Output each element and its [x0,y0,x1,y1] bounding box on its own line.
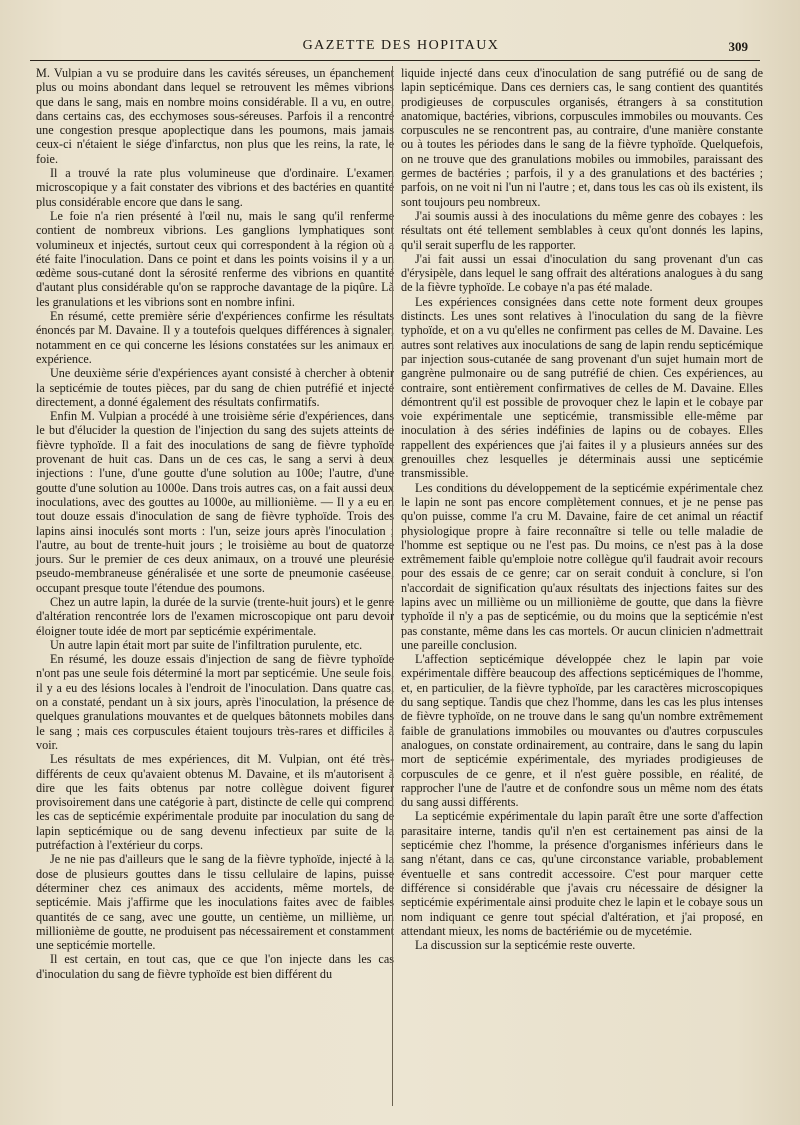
paragraph: liquide injecté dans ceux d'inoculation de sang putréfié ou de sang de lapin septicémique. Dans ces derniers cas, le sang contient des quantités prodigieuses de corpuscules organisés, étrangers à sa constitution anatomique, bactéries, vibrions, corpuscules immobiles ou mouvants. Ces corpuscules ne se rencontrent pas, au contraire, d'une manière constante ou à toutes les périodes dans le sang de la fièvre typhoïde. Quelquefois, on ne trouve que des granulations mobiles ou immobiles, paraissant des germes de bactéries ; parfois, il y a des granulations et des bactéries ; parfois, on ne voit ni l'un ni l'autre ; et, dans tous les cas où ils existent, ils sont toujours peu nombreux. [401,66,763,209]
paragraph: La septicémie expérimentale du lapin paraît être une sorte d'affection parasitaire interne, tandis qu'il n'en est certainement pas ainsi de la septicémie chez l'homme, la présence d'organismes inférieurs dans le sang n'étant, dans ce cas, qu'une circonstance variable, probablement éventuelle et sans contredit accessoire. C'est pour marquer cette différence si considérable que j'avais cru nécessaire de désigner la septicémie expérimentale ainsi produite chez le lapin et le cobaye sous un nom indiquant ce genre tout spécial d'altération, et j'ai proposé, en attendant mieux, les noms de bactériémie ou de mycetémie. [401,809,763,938]
paragraph: J'ai soumis aussi à des inoculations du même genre des cobayes : les résultats ont été tellement semblables à ceux qu'ont donnés les lapins, qu'il serait superflu de les rapporter. [401,208,763,252]
paragraph: Il est certain, en tout cas, que ce que l'on injecte dans les cas d'inoculation du sang de fièvre typhoïde est bien différent du [36,952,394,981]
right-column [401,66,763,952]
paragraph: Les conditions du développement de la septicémie expérimentale chez le lapin ne sont pas encore complètement connues, et je ne pense pas qu'on puisse, comme l'a cru M. Davaine, faire de cet animal un réactif physiologique propre à faire reconnaître si telle ou telle maladie de l'homme est septique ou ne l'est pas. Du moins, ce n'est pas à la dose extrêmement faible qu'emploie notre collègue qu'il faudrait avoir recours pour des essais de ce genre; car on serait conduit à conclure, si l'on n'accordait de signification qu'aux résultats des injections faites sur des lapins avec un millième ou un millionième de goutte, que dans la fièvre typhoïde il n'y a pas de septicémie, ou du moins que la septicémie n'est pas constante, même dans les cas mortels. Or aucun clinicien n'admettrait une pareille conclusion. [401,480,763,652]
paragraph: Il a trouvé la rate plus volumineuse que d'ordinaire. L'examen microscopique y a fait constater des vibrions et des bactéries en quantité plus considérable encore que dans le sang. [36,166,394,209]
page-header [30,38,772,60]
paragraph: J'ai fait aussi un essai d'inoculation du sang provenant d'un cas d'érysipèle, dans lequel le sang offrait des altérations analogues à du sang de la fièvre typhoïde. Le cobaye n'a pas été malade. [401,251,763,295]
paragraph: En résumé, les douze essais d'injection de sang de fièvre typhoïde n'ont pas une seule fois déterminé la mort par septicémie. Une seule fois, il y a eu des lésions locales à l'endroit de l'inoculation. Dans quatre cas, on a constaté, pendant un à six jours, après l'inoculation, la présence de quelques granulations mouvantes et de quelques bâtonnets mobiles dans le sang ; mais ces corpuscules étaient toujours très-rares et difficiles à voir. [36,652,394,752]
journal-title: GAZETTE DES HOPITAUX [302,38,500,53]
page-number: 309 [728,39,748,54]
header-rule [30,60,760,61]
paragraph: Un autre lapin était mort par suite de l'infiltration purulente, etc. [50,637,363,652]
paragraph: Les résultats de mes expériences, dit M. Vulpian, ont été très-différents de ceux qu'avaient obtenus M. Davaine, et ils m'autorisent à dire que les faits obtenus par notre collègue doivent figurer provisoirement dans une catégorie à part, distincte de celle qui comprend les cas de septicémie expérimentale produite par inoculation du sang de lapin septicémique ou de sang devenu infectieux par suite de la putréfaction à l'extérieur du corps. [36,752,394,853]
paragraph: Les expériences consignées dans cette note forment deux groupes distincts. Les unes sont relatives à l'inoculation du sang de la fièvre typhoïde, et on a vu qu'elles ne confirment pas celles de M. Davaine. Les autres sont relatives aux inoculations de sang de lapin rendu septicémique par injection sous-cutanée de sang provenant d'un sujet humain mort de gangrène pulmonaire ou de sang putréfié de chien. Ces expériences, au contraire, sont entièrement confirmatives de celles de M. Davaine. Elles démontrent qu'il est possible de provoquer chez le lapin et le cobaye par voie expérimentale une septicémie, transmissible elle-même par inoculation à des séries indéfinies de lapins ou de cobayes. Elles rappellent des expériences que j'ai faites il y a plusieurs années sur des grenouilles chez lesquelles je déterminais aussi une septicémie transmissible. [401,294,763,481]
paragraph: Une deuxième série d'expériences ayant consisté à chercher à obtenir la septicémie de toutes pièces, par du sang de chien putréfié et injecté directement, a donné également des résultats confirmatifs. [36,366,394,409]
left-column [36,66,394,981]
paragraph: La discussion sur la septicémie reste ouverte. [415,938,636,953]
paragraph: L'affection septicémique développée chez le lapin par voie expérimentale diffère beaucoup des affections septicémiques de l'homme, et, en particulier, de la fièvre typhoïde, par les caractères microscopiques du sang septique. Tandis que chez l'homme, dans les cas les plus intenses de fièvre typhoïde, on ne trouve dans le sang qu'un nombre extrêmement faible de granulations immobiles ou mouvantes ou d'autres corpuscules analogues, on constate ordinairement, au contraire, dans le sang du lapin mort de septicémie expérimentale, des myriades prodigieuses de corpuscules de ce genre, et il n'est guère possible, en réalité, de rapprocher l'une de l'autre et de confondre sous un même nom des états du sang aussi différents. [401,652,763,810]
paragraph: Enfin M. Vulpian a procédé à une troisième série d'expériences, dans le but d'élucider la question de l'injection du sang des sujets atteints de fièvre typhoïde. Il a fait des inoculations de sang de fièvre typhoïde provenant de huit cas. Dans un de ces cas, le sang a servi à deux injections : l'une, d'une goutte d'une solution au 100e; l'autre, d'une goutte d'une solution au 1000e. Dans trois autres cas, on a fait aussi deux inoculations, avec des gouttes au 1000e, au millionième. — Il y a eu en tout douze essais d'inoculation de sang de fièvre typhoïde. Trois des lapins ainsi inoculés sont morts : l'un, seize jours après l'inoculation ; l'autre, au bout de trente-huit jours ; le troisième au bout de quatorze jours. Sur le premier de ces deux animaux, on a trouvé une pleurésie pseudo-membraneuse généralisée et une sorte de pneumonie caséeuse, occupant presque toute l'étendue des poumons. [36,409,394,595]
column-divider [392,66,393,1106]
paragraph: Chez un autre lapin, la durée de la survie (trente-huit jours) et le genre d'altération rencontrée lors de l'examen microscopique ont paru devoir éloigner toute idée de mort par septicémie expérimentale. [36,594,394,638]
paragraph: Le foie n'a rien présenté à l'œil nu, mais le sang qu'il renferme contient de nombreux vibrions. Les ganglions lymphatiques sont volumineux et injectés, surtout ceux qui correspondent à la région où a été faite l'inoculation. Dans ce point et dans les points voisins il y a un œdème sous-cutané dont la sérosité renferme des vibrions en quantité d'autant plus considérable qu'on se rapproche davantage de la piqûre. Là les granulations et les vibrions sont en nombre infini. [36,208,394,309]
paragraph: En résumé, cette première série d'expériences confirme les résultats énoncés par M. Davaine. Il y a toutefois quelques différences à signaler, notamment en ce qui concerne les lésions constatées sur les animaux en expérience. [36,309,394,366]
paragraph: Je ne nie pas d'ailleurs que le sang de la fièvre typhoïde, injecté à la dose de plusieurs gouttes dans le tissu cellulaire de lapins, puisse déterminer chez ces animaux des accidents, même mortels, de septicémie. Mais j'affirme que les inoculations faites avec de faibles quantités de ce sang, avec une goutte, un centième, un millième, un millionième de goutte, ne produisent pas nécessairement et constamment une septicémie mortelle. [36,852,394,953]
paragraph: M. Vulpian a vu se produire dans les cavités séreuses, un épanchement plus ou moins abondant dans lequel se retrouvent les mêmes vibrions que dans le sang, mais en nombre moins considérable. Il a vu, en outre, dans certains cas, des ecchymoses sous-séreuses. Parfois il a rencontré une congestion presque apoplectique dans les poumons, mais jamais ceux-ci n'étaient le siége d'infarctus, non plus que les reins, la rate, le foie. [36,66,394,166]
